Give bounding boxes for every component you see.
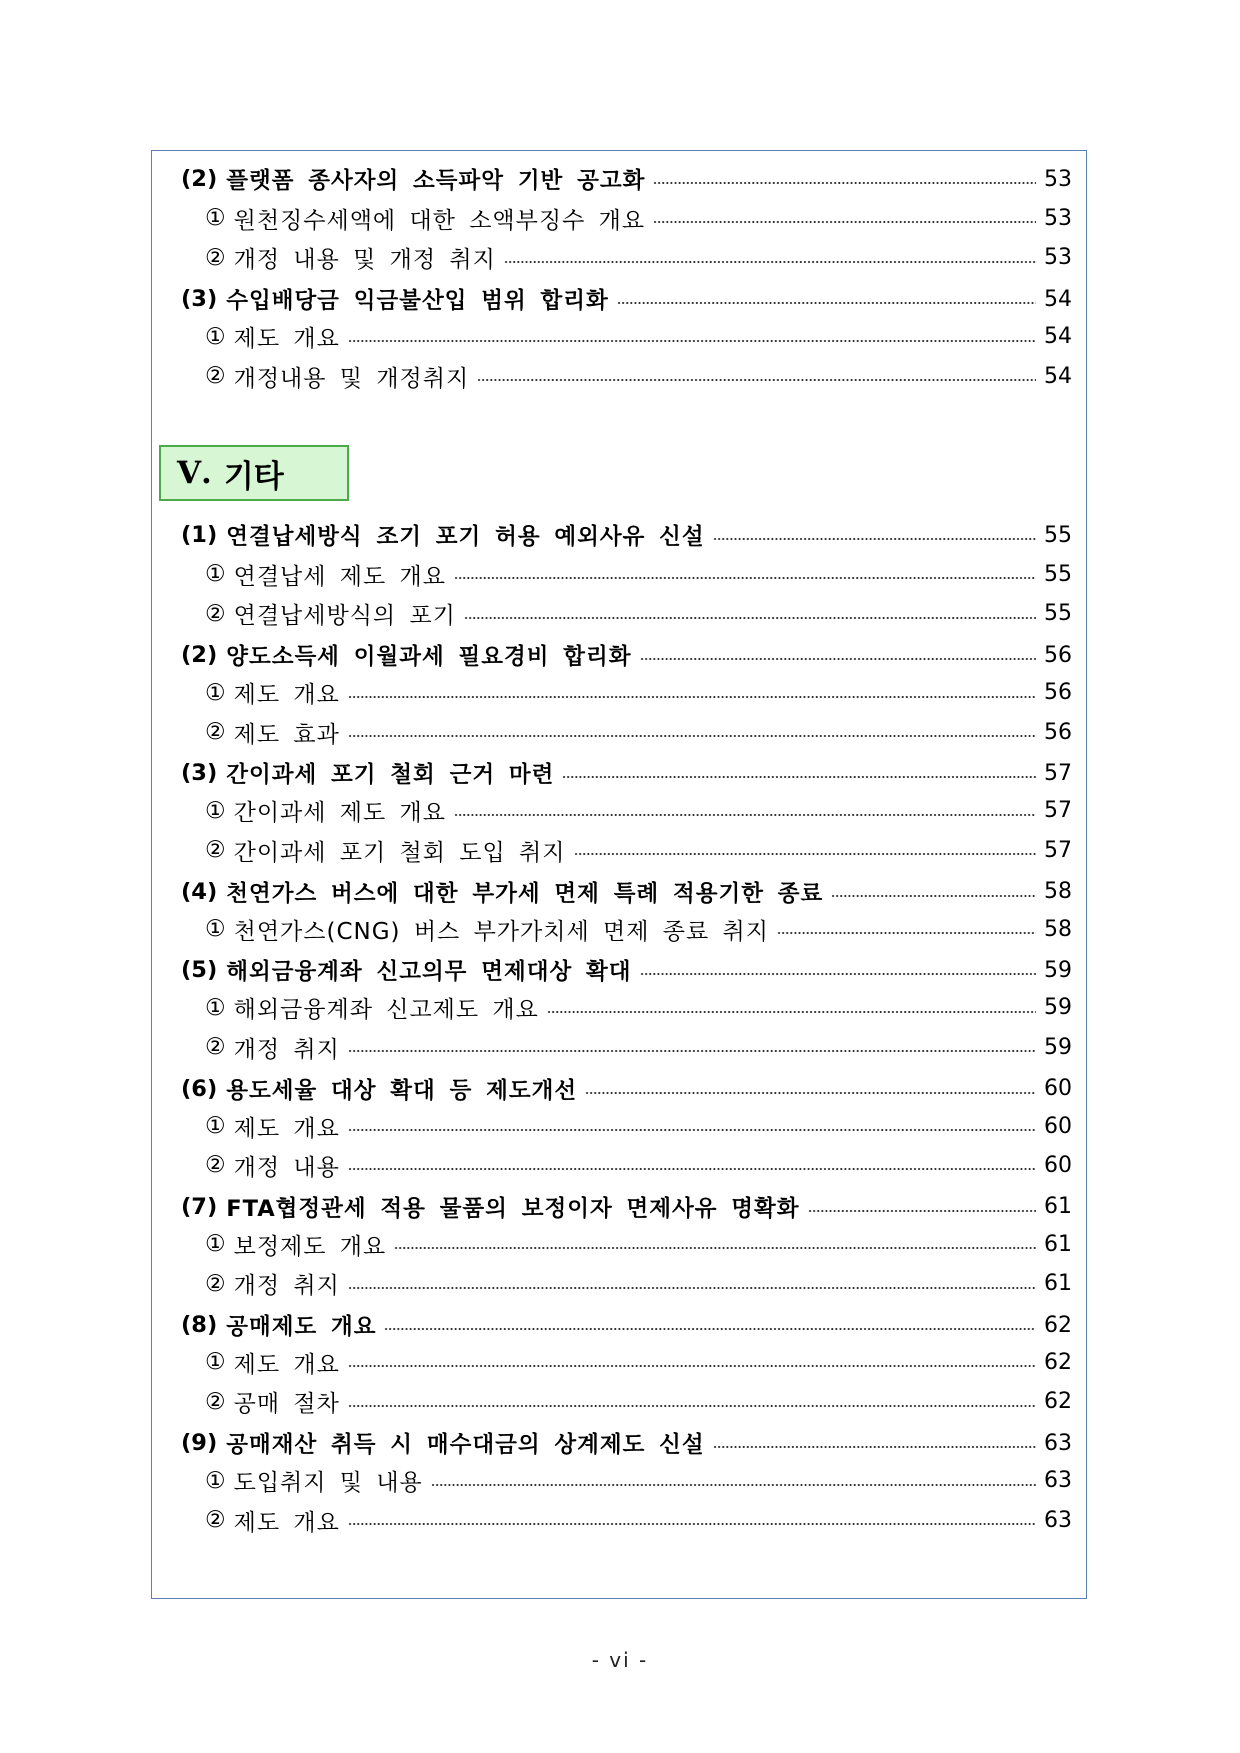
- dot-leader: [348, 1364, 1036, 1368]
- chapter-title: 기타: [223, 458, 284, 495]
- dot-leader: [394, 1246, 1036, 1250]
- toc-entry-number: (6): [181, 1075, 218, 1102]
- toc-entry-number: ②: [205, 837, 226, 864]
- dot-leader: [713, 1445, 1036, 1449]
- toc-entry-page: 62: [1044, 1349, 1072, 1375]
- toc-section-entry[interactable]: [181, 756, 1072, 790]
- toc-entry-number: (2): [181, 642, 218, 669]
- toc-section-entry[interactable]: [181, 875, 1072, 909]
- toc-entry-title: 개정 취지: [233, 1273, 340, 1300]
- toc-entry-title: 개정내용 및 개정취지: [233, 365, 470, 392]
- toc-subsection-entry[interactable]: [205, 1503, 1072, 1537]
- dot-leader: [384, 1327, 1036, 1331]
- toc-entry-number: ②: [205, 1034, 226, 1061]
- toc-subsection-entry[interactable]: [205, 201, 1072, 235]
- toc-entry-number: ②: [205, 1152, 226, 1179]
- toc-entry-title: 해외금융계좌 신고의무 면제대상 확대: [226, 959, 632, 986]
- dot-leader: [574, 852, 1037, 856]
- toc-entry-number: ①: [205, 1349, 226, 1376]
- toc-entry-number: ②: [205, 1507, 226, 1533]
- toc-section-entry[interactable]: [181, 1190, 1072, 1224]
- dot-leader: [640, 972, 1037, 976]
- toc-subsection-entry[interactable]: [205, 597, 1072, 631]
- toc-entry-title: 공매제도 개요: [226, 1314, 377, 1340]
- toc-subsection-entry[interactable]: [205, 912, 1072, 946]
- dot-leader: [348, 1286, 1036, 1290]
- toc-entry-title: 제도 개요: [233, 1351, 340, 1378]
- dot-leader: [348, 339, 1036, 343]
- toc-section-entry[interactable]: [181, 638, 1072, 672]
- toc-entry-title: 보정제도 개요: [233, 1233, 387, 1260]
- toc-subsection-entry[interactable]: [205, 1030, 1072, 1064]
- toc-entry-title: 간이과세 제도 개요: [233, 800, 446, 827]
- toc-entry-number: ①: [205, 916, 226, 942]
- toc-entry-number: ②: [205, 363, 226, 389]
- toc-entry-number: ①: [205, 561, 226, 588]
- toc-entry-page: 59: [1044, 1034, 1072, 1060]
- toc-entry-title: 공매 절차: [233, 1391, 340, 1418]
- toc-entry-number: ①: [205, 797, 226, 824]
- dot-leader: [808, 1209, 1037, 1213]
- toc-entry-page: 54: [1044, 286, 1072, 312]
- toc-entry-page: 58: [1044, 916, 1072, 942]
- toc-entry-page: 57: [1044, 760, 1072, 786]
- toc-section-entry[interactable]: [181, 953, 1072, 987]
- toc-entry-number: (7): [181, 1193, 218, 1220]
- toc-entry-page: 61: [1044, 1194, 1072, 1220]
- toc-entry-page: 60: [1044, 1076, 1072, 1102]
- toc-subsection-entry[interactable]: [205, 676, 1072, 710]
- toc-entry-number: ①: [205, 1467, 226, 1494]
- toc-subsection-entry[interactable]: [205, 320, 1072, 354]
- toc-subsection-entry[interactable]: [205, 1109, 1072, 1143]
- toc-entry-title: 연결납세 제도 개요: [233, 563, 446, 590]
- toc-entry-number: ②: [205, 1388, 226, 1415]
- toc-entry-page: 57: [1044, 798, 1072, 824]
- toc-entry-page: 56: [1044, 642, 1072, 668]
- toc-entry-page: 62: [1044, 1389, 1072, 1415]
- toc-entry-title: 양도소득세 이월과세 필요경비 합리화: [226, 644, 632, 671]
- toc-entry-title: 수입배당금 익금불산입 범위 합리화: [226, 288, 609, 315]
- toc-entry-number: (2): [181, 166, 218, 192]
- toc-entry-number: ①: [205, 679, 226, 706]
- toc-entry-page: 60: [1044, 1113, 1072, 1139]
- toc-entry-title: 플랫폼 종사자의 소득파악 기반 공고화: [226, 168, 646, 194]
- toc-section-entry[interactable]: [181, 162, 1072, 196]
- toc-entry-page: 53: [1044, 245, 1072, 271]
- toc-entry-title: 원천징수세액에 대한 소액부징수 개요: [233, 207, 646, 234]
- toc-entry-title: 도입취지 및 내용: [233, 1470, 423, 1497]
- toc-subsection-entry[interactable]: [205, 991, 1072, 1025]
- toc-entry-page: 54: [1044, 324, 1072, 350]
- toc-entry-number: ①: [205, 1113, 226, 1139]
- toc-entry-page: 59: [1044, 995, 1072, 1021]
- toc-entry-title: 제도 개요: [233, 682, 340, 709]
- toc-entry-title: 개정 내용: [233, 1154, 340, 1181]
- toc-entry-title: 제도 개요: [233, 1115, 340, 1142]
- toc-entry-title: 연결납세방식 조기 포기 허용 예외사유 신설: [226, 524, 705, 550]
- dot-leader: [348, 1049, 1036, 1053]
- toc-entry-number: (5): [181, 957, 218, 984]
- toc-entry-number: ①: [205, 205, 226, 232]
- toc-section-entry[interactable]: [181, 1072, 1072, 1106]
- toc-entry-title: 제도 개요: [233, 326, 340, 353]
- chapter-number: Ⅴ.: [177, 455, 212, 491]
- toc-subsection-entry[interactable]: [205, 1385, 1072, 1419]
- toc-entry-number: (8): [181, 1312, 218, 1338]
- dot-leader: [348, 734, 1036, 738]
- toc-entry-page: 59: [1044, 957, 1072, 983]
- dot-leader: [348, 695, 1036, 699]
- toc-entry-number: ②: [205, 244, 226, 271]
- toc-entry-title: 해외금융계좌 신고제도 개요: [233, 997, 539, 1024]
- dot-leader: [464, 616, 1036, 620]
- toc-entry-title: FTA협정관세 적용 물품의 보정이자 면제사유 명확화: [226, 1195, 800, 1222]
- toc-entry-title: 개정 취지: [233, 1036, 340, 1063]
- toc-entry-page: 54: [1044, 363, 1072, 389]
- toc-entry-title: 간이과세 포기 철회 근거 마련: [226, 762, 555, 789]
- toc-entry-page: 61: [1044, 1231, 1072, 1257]
- toc-entry-number: ②: [205, 719, 226, 745]
- toc-entry-page: 55: [1044, 522, 1072, 548]
- toc-entry-title: 공매재산 취득 시 매수대금의 상계제도 신설: [226, 1432, 705, 1459]
- dot-leader: [454, 576, 1036, 580]
- dot-leader: [431, 1483, 1036, 1487]
- toc-frame: [151, 150, 1087, 1599]
- toc-subsection-entry[interactable]: [205, 1148, 1072, 1182]
- toc-subsection-entry[interactable]: [205, 241, 1072, 275]
- toc-section-entry[interactable]: [181, 1426, 1072, 1460]
- chapter-heading: [159, 445, 349, 501]
- toc-entry-title: 제도 개요: [233, 1509, 340, 1536]
- toc-entry-title: 간이과세 포기 철회 도입 취지: [233, 839, 566, 866]
- toc-entry-page: 62: [1044, 1312, 1072, 1338]
- dot-leader: [504, 260, 1036, 264]
- toc-entry-title: 제도 효과: [233, 721, 340, 748]
- toc-entry-number: (4): [181, 878, 218, 905]
- toc-subsection-entry[interactable]: [205, 1227, 1072, 1261]
- dot-leader: [653, 220, 1036, 224]
- dot-leader: [547, 1010, 1036, 1014]
- toc-entry-title: 용도세율 대상 확대 등 제도개선: [226, 1077, 578, 1104]
- dot-leader: [640, 657, 1037, 661]
- dot-leader: [777, 931, 1036, 935]
- toc-entry-title: 천연가스 버스에 대한 부가세 면제 특례 적용기한 종료: [226, 880, 824, 907]
- dot-leader: [348, 1522, 1036, 1526]
- toc-subsection-entry[interactable]: [205, 1345, 1072, 1379]
- toc-entry-page: 53: [1044, 166, 1072, 192]
- toc-entry-page: 58: [1044, 879, 1072, 905]
- toc-subsection-entry[interactable]: [205, 1464, 1072, 1498]
- toc-entry-title: 개정 내용 및 개정 취지: [233, 247, 496, 274]
- toc-subsection-entry[interactable]: [205, 833, 1072, 867]
- dot-leader: [562, 775, 1036, 779]
- toc-entry-page: 55: [1044, 601, 1072, 627]
- toc-section-entry[interactable]: [181, 518, 1072, 552]
- dot-leader: [831, 894, 1036, 898]
- dot-leader: [454, 813, 1036, 817]
- dot-leader: [348, 1404, 1036, 1408]
- toc-entry-page: 56: [1044, 719, 1072, 745]
- toc-subsection-entry[interactable]: [205, 715, 1072, 749]
- dot-leader: [348, 1167, 1036, 1171]
- dot-leader: [713, 537, 1036, 541]
- toc-entry-page: 57: [1044, 837, 1072, 863]
- toc-entry-number: ①: [205, 323, 226, 350]
- toc-section-entry[interactable]: [181, 282, 1072, 316]
- toc-subsection-entry[interactable]: [205, 1267, 1072, 1301]
- dot-leader: [653, 181, 1036, 185]
- toc-entry-page: 60: [1044, 1152, 1072, 1178]
- toc-entry-title: 연결납세방식의 포기: [233, 603, 456, 630]
- toc-entry-number: ①: [205, 994, 226, 1021]
- toc-subsection-entry[interactable]: [205, 359, 1072, 393]
- toc-entry-page: 53: [1044, 205, 1072, 231]
- toc-entry-number: (9): [181, 1430, 218, 1457]
- toc-entry-number: ②: [205, 1270, 226, 1297]
- toc-entry-title: 천연가스(CNG) 버스 부가가치세 면제 종료 취지: [233, 918, 769, 945]
- toc-subsection-entry[interactable]: [205, 557, 1072, 591]
- dot-leader: [348, 1128, 1036, 1132]
- toc-entry-page: 55: [1044, 561, 1072, 587]
- page-number-footer: - vi -: [591, 1648, 649, 1672]
- toc-entry-number: (1): [181, 522, 218, 548]
- toc-entry-number: ①: [205, 1231, 226, 1258]
- toc-entry-page: 63: [1044, 1468, 1072, 1494]
- toc-subsection-entry[interactable]: [205, 794, 1072, 828]
- toc-entry-number: (3): [181, 760, 218, 787]
- dot-leader: [585, 1091, 1036, 1095]
- toc-entry-page: 56: [1044, 680, 1072, 706]
- dot-leader: [477, 378, 1036, 382]
- toc-entry-page: 63: [1044, 1430, 1072, 1456]
- toc-entry-number: (3): [181, 286, 218, 313]
- toc-entry-page: 63: [1044, 1507, 1072, 1533]
- toc-section-entry[interactable]: [181, 1308, 1072, 1342]
- dot-leader: [617, 301, 1036, 305]
- toc-entry-number: ②: [205, 600, 226, 627]
- toc-entry-page: 61: [1044, 1271, 1072, 1297]
